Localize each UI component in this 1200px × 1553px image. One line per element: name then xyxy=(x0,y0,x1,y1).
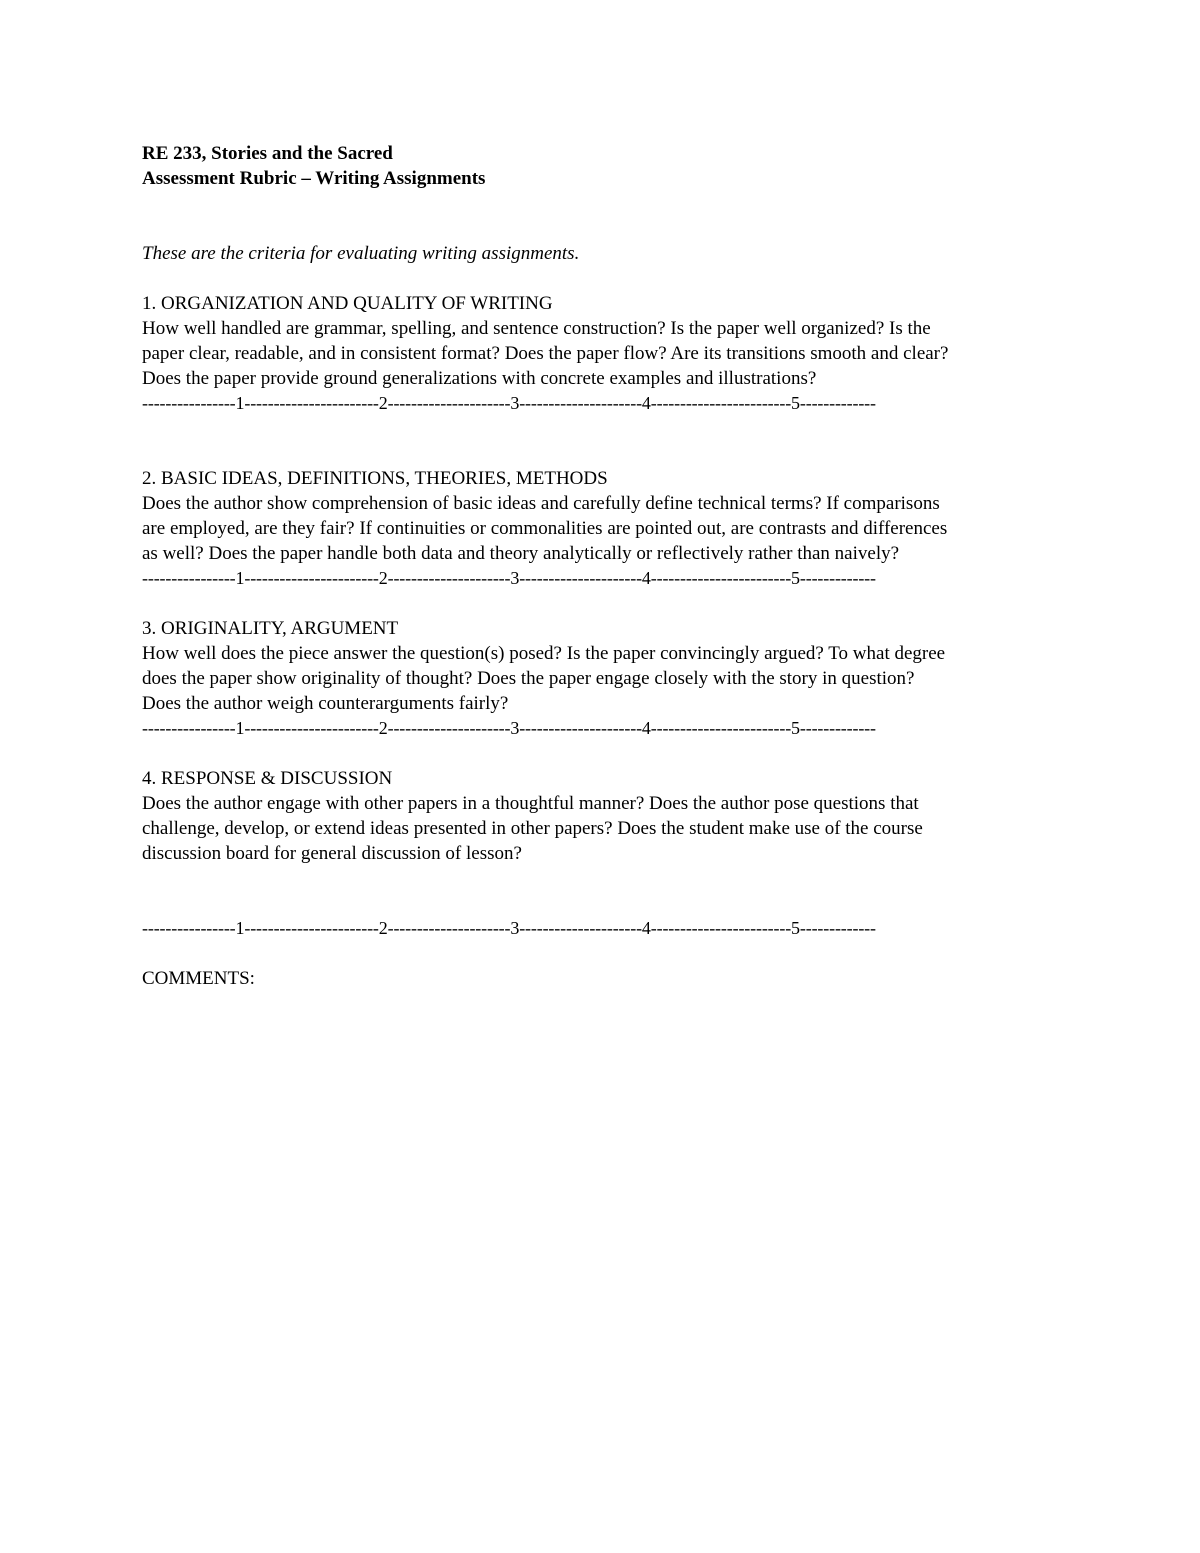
section-text-line: Does the paper provide ground generalizations with concrete examples and illustrations? xyxy=(142,368,817,389)
section-text-line: discussion board for general discussion of lesson? xyxy=(142,843,522,864)
spacer xyxy=(142,266,1062,291)
course-title: RE 233, Stories and the Sacred xyxy=(142,143,393,164)
rubric-document xyxy=(142,141,1062,991)
spacer xyxy=(142,416,1062,466)
rating-scale: ----------------1-----------------------2---------------------3---------------------4------------------------5------------- xyxy=(142,568,876,588)
section-text-line: Does the author show comprehension of basic ideas and carefully define technical terms? If comparisons xyxy=(142,493,940,514)
section-text-line: Does the author engage with other papers in a thoughtful manner? Does the author pose questions that xyxy=(142,793,919,814)
spacer xyxy=(142,866,1062,916)
intro-text: These are the criteria for evaluating writing assignments. xyxy=(142,243,580,264)
section-text-line: Does the author weigh counterarguments fairly? xyxy=(142,693,509,714)
section-originality xyxy=(142,616,1062,741)
spacer xyxy=(142,191,1062,241)
section-text-line: does the paper show originality of thought? Does the paper engage closely with the story in question? xyxy=(142,668,915,689)
section-heading: 2. BASIC IDEAS, DEFINITIONS, THEORIES, METHODS xyxy=(142,468,608,489)
comments-label: COMMENTS: xyxy=(142,968,255,989)
section-response xyxy=(142,766,1062,941)
spacer xyxy=(142,741,1062,766)
spacer xyxy=(142,941,1062,966)
section-text-line: How well does the piece answer the question(s) posed? Is the paper convincingly argued? To what degree xyxy=(142,643,946,664)
section-text-line: are employed, are they fair? If continuities or commonalities are pointed out, are contrasts and differences xyxy=(142,518,948,539)
section-text-line: as well? Does the paper handle both data and theory analytically or reflectively rather than naively? xyxy=(142,543,900,564)
section-text-line: How well handled are grammar, spelling, and sentence construction? Is the paper well organized? Is the xyxy=(142,318,931,339)
section-heading: 4. RESPONSE & DISCUSSION xyxy=(142,768,393,789)
section-text-line: paper clear, readable, and in consistent format? Does the paper flow? Are its transitions smooth and clear? xyxy=(142,343,949,364)
section-basic-ideas xyxy=(142,466,1062,591)
document-title: Assessment Rubric – Writing Assignments xyxy=(142,168,486,189)
rating-scale: ----------------1-----------------------2---------------------3---------------------4------------------------5------------- xyxy=(142,393,876,413)
rating-scale: ----------------1-----------------------2---------------------3---------------------4------------------------5------------- xyxy=(142,718,876,738)
section-heading: 1. ORGANIZATION AND QUALITY OF WRITING xyxy=(142,293,553,314)
section-heading: 3. ORIGINALITY, ARGUMENT xyxy=(142,618,399,639)
spacer xyxy=(142,591,1062,616)
section-text-line: challenge, develop, or extend ideas presented in other papers? Does the student make use of the course xyxy=(142,818,923,839)
section-organization xyxy=(142,291,1062,416)
rating-scale: ----------------1-----------------------2---------------------3---------------------4------------------------5------------- xyxy=(142,918,876,938)
